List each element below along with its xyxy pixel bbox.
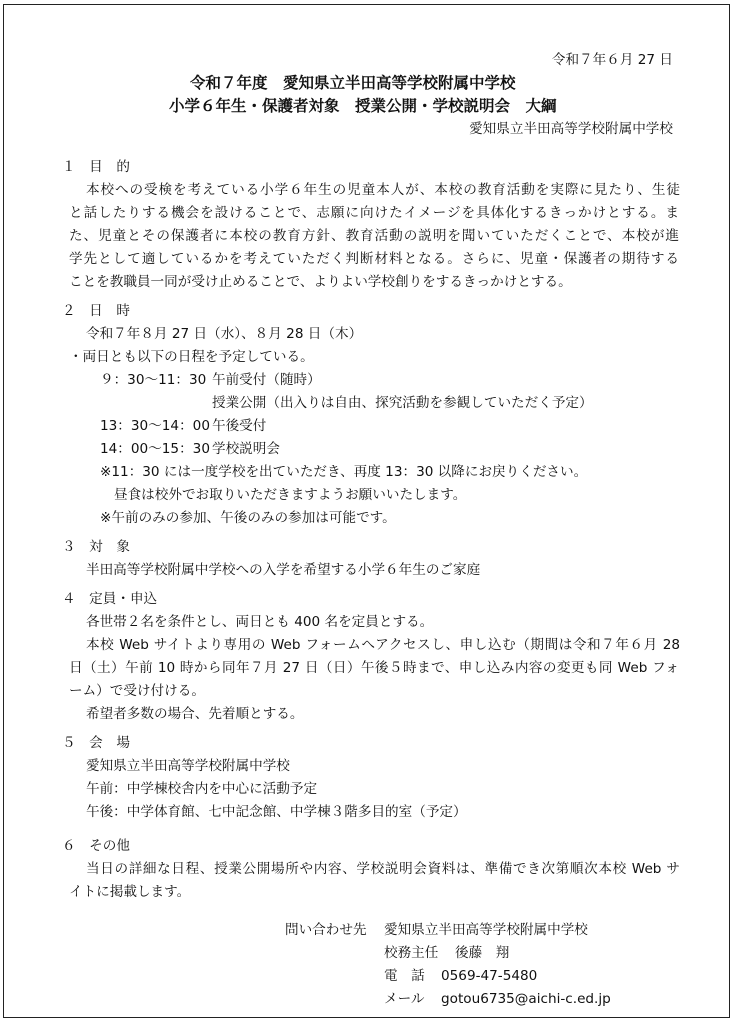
- issue-date: 令和７年６月 27 日: [551, 52, 673, 68]
- section-heading-purpose: １ 目 的: [62, 159, 130, 175]
- schedule-2-label: 午後受付: [212, 418, 267, 434]
- contact-person-name: 後藤 翔: [455, 945, 510, 961]
- schedule-remark-2: ※午前のみの参加、午後のみの参加は可能です。: [100, 510, 396, 526]
- event-dates: 令和７年８月 27 日（水）、８月 28 日（木）: [86, 326, 363, 342]
- capacity-line-5: 希望者多数の場合、先着順とする。: [86, 706, 304, 722]
- other-line-1: 当日の詳細な日程、授業公開場所や内容、学校説明会資料は、準備でき次第順次本校 Web サ: [86, 861, 680, 877]
- purpose-line-5: ことを教職員一同が受け止めることで、よりよい学校創りをするきっかけとする。: [69, 274, 572, 290]
- section-heading-other: ６ その他: [62, 838, 130, 854]
- target-text: 半田高等学校附属中学校への入学を希望する小学６年生のご家庭: [86, 562, 481, 578]
- contact-mail[interactable]: gotou6735@aichi-c.ed.jp: [441, 991, 611, 1007]
- contact-label: 問い合わせ先: [285, 922, 367, 938]
- purpose-line-4: 学先として適しているかを考えていただく判断材料となる。さらに、児童・保護者の期待する: [69, 251, 679, 267]
- schedule-3-label: 学校説明会: [212, 441, 280, 457]
- capacity-line-1: 各世帯２名を条件とし、両日とも 400 名を定員とする。: [86, 614, 434, 630]
- capacity-line-4: ーム）で受け付ける。: [69, 683, 205, 699]
- schedule-1-sub: 授業公開（出入りは自由、探究活動を参観していただく予定）: [212, 395, 593, 411]
- contact-tel: 0569-47-5480: [441, 968, 538, 984]
- section-heading-capacity: ４ 定員・申込: [62, 591, 158, 607]
- schedule-remark-1: ※11：30 には一度学校を出ていただき、再度 13：30 以降にお戻りください。: [100, 464, 588, 480]
- purpose-line-2: と話したりする機会を設けることで、志願に向けたイメージを具体化するきっかけとする。ま: [69, 205, 679, 221]
- title-line-2: 小学６年生・保護者対象 授業公開・学校説明会 大綱: [169, 97, 557, 115]
- section-heading-venue: ５ 会 場: [62, 735, 130, 751]
- section-heading-target: ３ 対 象: [62, 539, 130, 555]
- schedule-2-time: 13：30～14：00: [100, 418, 210, 434]
- schedule-remark-1b: 昼食は校外でお取りいただきますようお願いいたします。: [114, 487, 467, 503]
- schedule-note: ・両日とも以下の日程を予定している。: [69, 349, 314, 365]
- venue-line-2: 午前：中学棟校舎内を中心に活動予定: [86, 781, 318, 797]
- contact-org: 愛知県立半田高等学校附属中学校: [384, 922, 588, 938]
- issuer: 愛知県立半田高等学校附属中学校: [469, 121, 673, 137]
- purpose-line-3: た、児童とその保護者に本校の教育方針、教育活動の説明を聞いていただくことで、本校が進: [69, 228, 679, 244]
- capacity-line-2: 本校 Web サイトより専用の Web フォームへアクセスし、申し込む（期間は令和７年６月 28: [86, 637, 680, 653]
- capacity-line-3: 日（土）午前 10 時から同年７月 27 日（日）午後５時まで、申し込み内容の変更も同 Web フォ: [69, 660, 679, 676]
- schedule-3-time: 14：00～15：30: [100, 441, 210, 457]
- contact-tel-label: 電 話: [384, 968, 425, 984]
- schedule-1-time: ９：30～11：30: [100, 372, 207, 388]
- contact-mail-label: メール: [384, 991, 425, 1007]
- contact-person-role: 校務主任: [384, 945, 439, 961]
- purpose-line-1: 本校への受検を考えている小学６年生の児童本人が、本校の教育活動を実際に見たり、生徒: [86, 182, 680, 198]
- title-line-1: 令和７年度 愛知県立半田高等学校附属中学校: [190, 74, 516, 92]
- schedule-1-label: 午前受付（随時）: [212, 372, 321, 388]
- other-line-2: イトに掲載します。: [69, 884, 191, 900]
- venue-line-3: 午後：中学体育館、七中記念館、中学棟３階多目的室（予定）: [86, 804, 467, 820]
- venue-line-1: 愛知県立半田高等学校附属中学校: [86, 758, 290, 774]
- section-heading-datetime: ２ 日 時: [62, 303, 130, 319]
